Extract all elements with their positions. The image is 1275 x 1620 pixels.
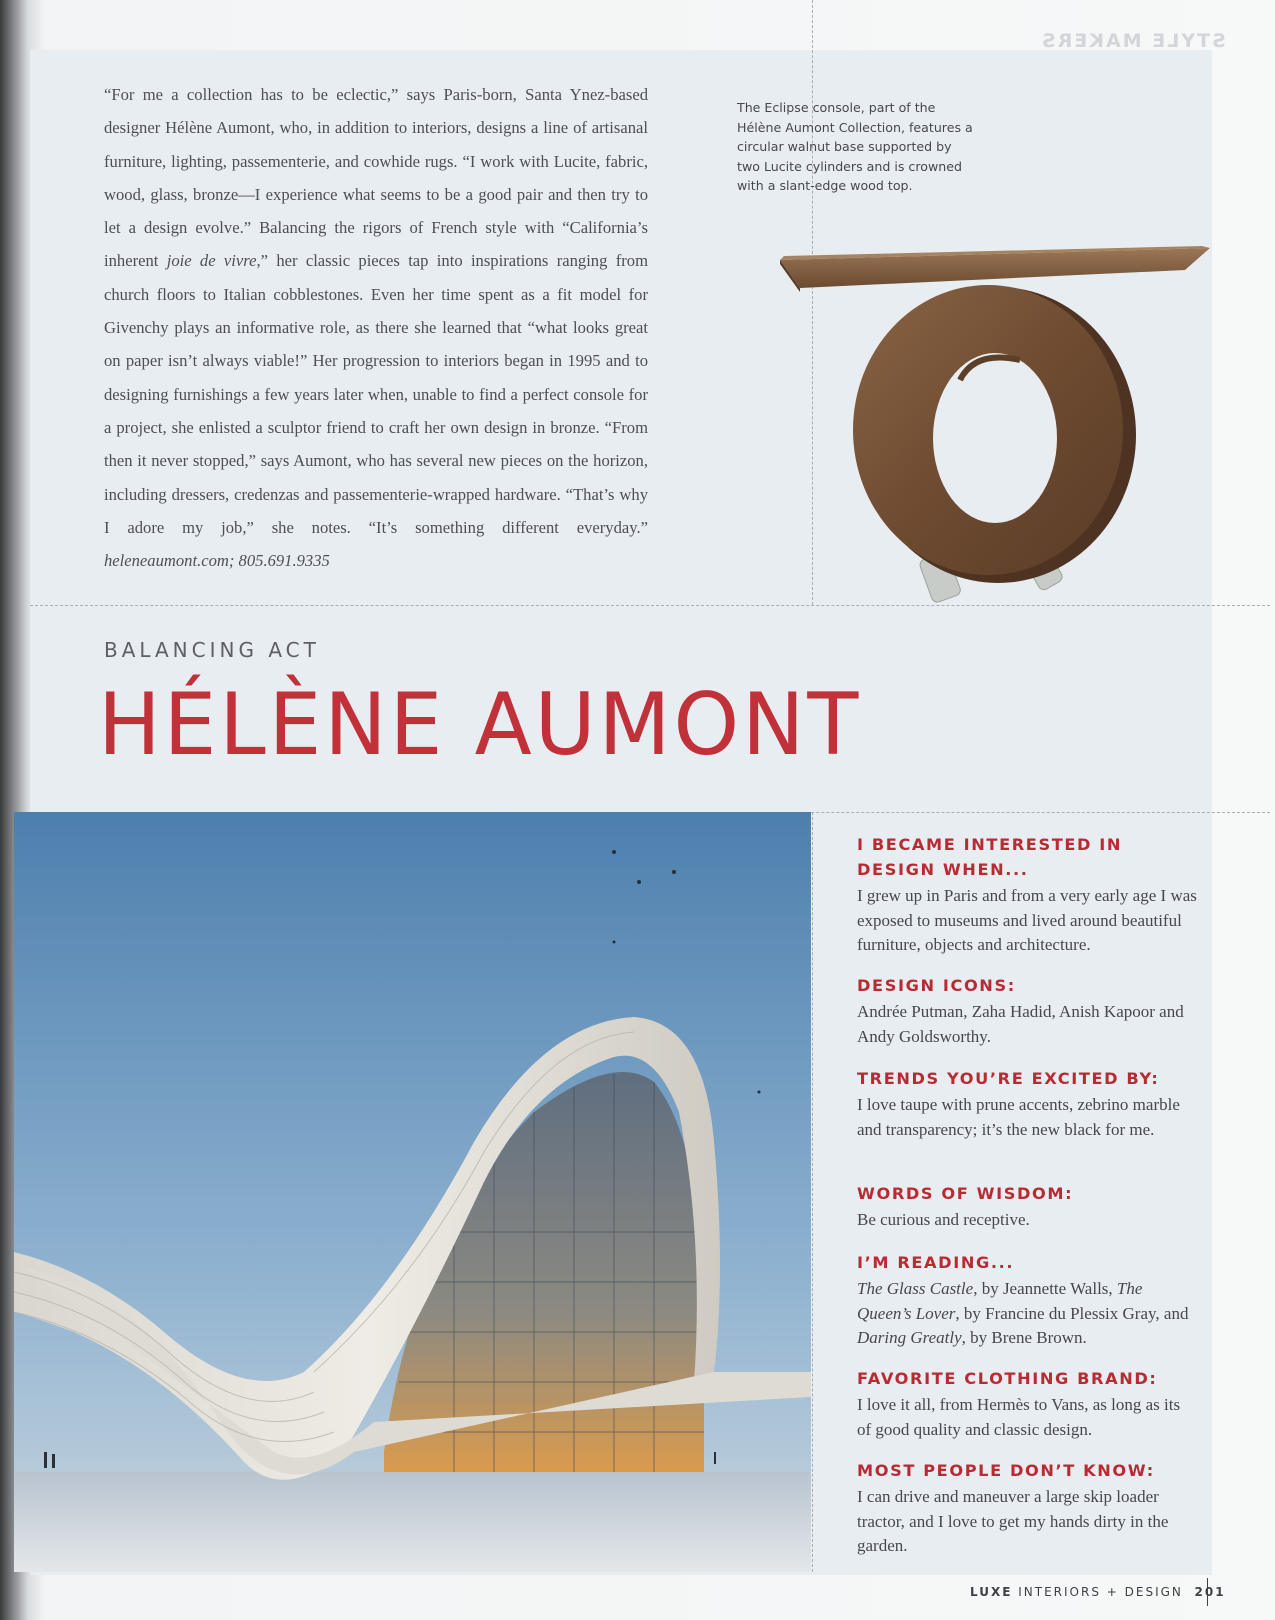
book-title: The Queen’s Lover xyxy=(857,1279,1143,1323)
qa-item-reading xyxy=(857,1250,1197,1351)
qa-item-trends xyxy=(857,1066,1197,1142)
ghost-section-label: STYLE MAKERS xyxy=(1040,30,1226,52)
qa-answer xyxy=(857,1277,1197,1351)
answer-text: , by Francine du Plessix Gray, and xyxy=(955,1303,1189,1323)
qa-item-wisdom xyxy=(857,1181,1197,1233)
qa-question: I’M READING... xyxy=(857,1253,1015,1272)
architecture-photo xyxy=(14,812,811,1572)
page-footer xyxy=(970,1585,1226,1599)
divider-vertical-bottom xyxy=(812,812,813,1572)
qa-question: FAVORITE CLOTHING BRAND: xyxy=(857,1369,1158,1388)
qa-item-clothing xyxy=(857,1366,1197,1442)
qa-item-interested xyxy=(857,832,1197,958)
page-number: 201 xyxy=(1194,1585,1226,1599)
qa-question: MOST PEOPLE DON’T KNOW: xyxy=(857,1461,1155,1480)
book-title: Daring Greatly xyxy=(857,1328,962,1347)
kicker-label: BALANCING ACT xyxy=(104,638,320,662)
magazine-name: INTERIORS + DESIGN xyxy=(1018,1585,1183,1599)
qa-question: I BECAME INTERESTED IN DESIGN WHEN... xyxy=(857,835,1123,879)
page-title: HÉLÈNE AUMONT xyxy=(98,675,862,775)
qa-answer: Andrée Putman, Zaha Hadid, Anish Kapoor and Andy Goldsworthy. xyxy=(857,1002,1184,1046)
qa-question: WORDS OF WISDOM: xyxy=(857,1184,1074,1203)
eclipse-console-image xyxy=(770,230,1230,620)
walnut-ring xyxy=(853,285,1136,583)
qa-item-design-icons xyxy=(857,973,1197,1049)
qa-question: DESIGN ICONS: xyxy=(857,976,1016,995)
qa-answer: I love it all, from Hermès to Vans, as long as its of good quality and classic design. xyxy=(857,1395,1181,1439)
answer-text: , by Jeannette Walls, xyxy=(973,1279,1117,1298)
book-title: The Glass Castle xyxy=(857,1279,974,1298)
qa-answer: I love taupe with prune accents, zebrino marble and transparency; it’s the new black for me. xyxy=(857,1095,1180,1139)
console-caption: The Eclipse console, part of the Hélène Aumont Collection, features a circular walnut base supported by two Lucite cylinders and is crowned with a slant-edge wood top. xyxy=(737,100,973,193)
qa-question: TRENDS YOU’RE EXCITED BY: xyxy=(857,1069,1160,1088)
qa-answer: I can drive and maneuver a large skip loader tractor, and I love to get my hands dirty in the garden. xyxy=(857,1487,1169,1555)
intro-italic-phrase: joie de vivre xyxy=(166,251,257,271)
magazine-brand: LUXE xyxy=(970,1585,1013,1599)
folio-rule xyxy=(1207,1578,1208,1606)
intro-text-part-1: “For me a collection has to be eclectic,” says Paris-born, Santa Ynez-based designer Hélène Aumont, who, in addition to interiors, designs a line of artisanal furniture, lighting, passementerie, and cowhide rugs. “I work with Lucite, fabric, wood, glass, bronze—I experience what seems to be a good pair and then try to let a design evolve.” Balancing the rigors of French style with “California’s inherent xyxy=(104,85,648,271)
answer-text: , by Brene Brown. xyxy=(961,1328,1087,1347)
slant-edge-top xyxy=(780,246,1210,292)
intro-text-part-2: ,” her classic pieces tap into inspirations ranging from church floors to Italian cobblestones. Even her time spent as a fit model for Givenchy plays an informative role, as there she learned that “what looks great on paper isn’t always viable!” Her progression to interiors began in 1995 and to designing furnishings a few years later when, unable to find a perfect console for a project, she enlisted a sculptor friend to craft her own design in bronze. “From then it never stopped,” says Aumont, who has several new pieces on the horizon, including dressers, credenzas and passementerie-wrapped hardware. “That’s why I adore my job,” she notes. “It’s something different everyday.” xyxy=(104,251,648,537)
qa-answer: Be curious and receptive. xyxy=(857,1210,1030,1229)
qa-answer: I grew up in Paris and from a very early age I was exposed to museums and lived around beautiful furniture, objects and architecture. xyxy=(857,886,1197,954)
intro-article-text xyxy=(104,78,648,577)
qa-item-dont-know xyxy=(857,1458,1197,1559)
contact-info: heleneaumont.com; 805.691.9335 xyxy=(104,551,330,571)
